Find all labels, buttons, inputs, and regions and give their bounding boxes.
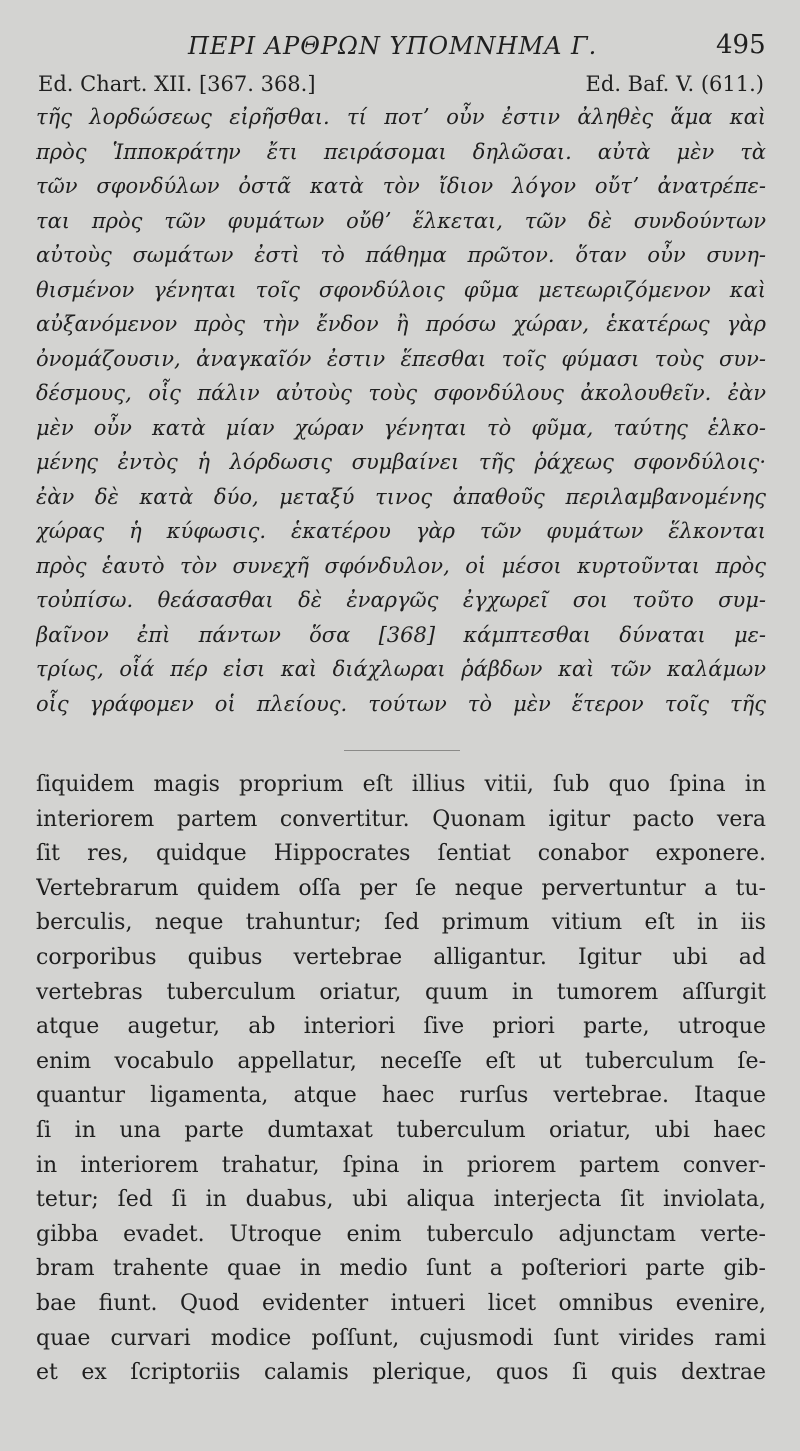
greek-text-line: θισμένον γένηται τοῖς σφονδύλοις φῦμα μετεωριζόμενον καὶ [36, 277, 766, 302]
greek-text-line: ται πρὸς τῶν φυμάτων οὔθʼ ἕλκεται, τῶν δὲ συνδούντων [36, 208, 766, 233]
latin-text-line: interiorem partem convertitur. Quonam igitur pacto vera [36, 806, 766, 832]
greek-text-line: μένης ἐντὸς ἡ λόρδωσις συμβαίνει τῆς ῥάχεως σφονδύλοις· [36, 450, 766, 474]
greek-text-line: αὐτοὺς σωμάτων ἐστὶ τὸ πάθημα πρῶτον. ὅταν οὖν συνη- [36, 243, 766, 267]
edition-reference-line [38, 72, 764, 100]
greek-text-line: τρίως, οἷά πέρ εἰσι καὶ διάχλωραι ῥάβδων καὶ τῶν καλάμων [36, 657, 766, 681]
latin-text-line: corporibus quibus vertebrae alligantur. Igitur ubi ad [36, 944, 766, 970]
greek-text-line: οἷς γράφομεν οἱ πλείους. τούτων τὸ μὲν ἕτερον τοῖς τῆς [36, 691, 766, 716]
latin-text-line: gibba evadet. Utroque enim tuberculo adjunctam verte- [36, 1221, 766, 1247]
greek-text-line: ἐὰν δὲ κατὰ δύο, μεταξύ τινος ἀπαθοῦς περιλαμβανομένης [36, 484, 766, 509]
latin-text-line: quantur ligamenta, atque haec rurſus vertebrae. Itaque [36, 1083, 766, 1109]
latin-text-line: vertebras tuberculum oriatur, quum in tumorem aſſurgit [36, 979, 766, 1005]
running-head [0, 30, 800, 66]
greek-text-line: τῆς λορδώσεως εἰρῆσθαι. τί ποτʼ οὖν ἐστιν ἀληθὲς ἅμα καὶ [36, 105, 766, 129]
latin-text-line: bram trahente quae in medio ſunt a poſteriori parte gib- [36, 1256, 766, 1282]
latin-text-line: atque augetur, ab interiori ſive priori parte, utroque [36, 1014, 766, 1040]
greek-text-line: τοὐπίσω. θεάσασθαι δὲ ἐναργῶς ἐγχωρεῖ σοι τοῦτο συμ- [36, 588, 766, 612]
latin-text-line: berculis, neque trahuntur; ſed primum vitium eſt in iis [36, 910, 766, 936]
latin-text-line: et ex ſcriptoriis calamis plerique, quos ſi quis dextrae [36, 1360, 766, 1386]
latin-text-line: quae curvari modice poſſunt, cujusmodi ſunt virides rami [36, 1325, 766, 1351]
latin-text-line: ſit res, quidque Hippocrates ſentiat conabor exponere. [36, 841, 766, 867]
greek-text-line: αὐξανόμενον πρὸς τὴν ἔνδον ἢ πρόσω χώραν, ἑκατέρως γὰρ [36, 312, 766, 336]
latin-text-line: in interiorem trahatur, ſpina in priorem partem conver- [36, 1152, 766, 1178]
greek-text-line: πρὸς ἑαυτὸ τὸν συνεχῆ σφόνδυλον, οἱ μέσοι κυρτοῦνται πρὸς [36, 553, 766, 578]
greek-text-line: τῶν σφονδύλων ὀστᾶ κατὰ τὸν ἴδιον λόγον οὔτʼ ἀνατρέπε- [36, 174, 766, 198]
latin-translation-block [36, 768, 766, 1391]
greek-text-line: χώρας ἡ κύφωσις. ἑκατέρου γὰρ τῶν φυμάτων ἕλκονται [36, 519, 766, 543]
page-number: 495 [716, 30, 766, 60]
greek-text-line: δέσμους, οἷς πάλιν αὐτοὺς τοὺς σφονδύλους ἀκολουθεῖν. ἐὰν [36, 381, 766, 405]
latin-text-line: bae fiunt. Quod evidenter intueri licet omnibus evenire, [36, 1290, 766, 1316]
latin-text-line: Vertebrarum quidem oſſa per ſe neque pervertuntur a tu- [36, 875, 766, 901]
edition-basel-reference: Ed. Baf. V. (611.) [585, 72, 764, 96]
edition-chart-reference: Ed. Chart. XII. [367. 368.] [38, 72, 316, 96]
greek-text-line: βαῖνον ἐπὶ πάντων ὅσα [368] κάμπτεσθαι δύναται με- [36, 622, 766, 647]
latin-text-line: ſiquidem magis proprium eſt illius vitii, ſub quo ſpina in [36, 772, 766, 797]
greek-text-block [36, 100, 766, 721]
greek-text-line: μὲν οὖν κατὰ μίαν χώραν γένηται τὸ φῦμα, ταύτης ἑλκο- [36, 415, 766, 440]
latin-text-line: ſi in una parte dumtaxat tuberculum oriatur, ubi haec [36, 1117, 766, 1143]
running-title: ΠΕΡΙ ΑΡΘΡΩΝ ΥΠΟΜΝΗΜΑ Γ. [188, 32, 598, 60]
greek-text-line: πρὸς Ἱπποκράτην ἔτι πειράσομαι δηλῶσαι. αὐτὰ μὲν τὰ [36, 139, 766, 164]
latin-text-line: tetur; ſed ſi in duabus, ubi aliqua interjecta ſit inviolata, [36, 1187, 766, 1213]
column-separator-rule [344, 750, 460, 751]
greek-text-line: ὀνομάζουσιν, ἀναγκαῖόν ἐστιν ἕπεσθαι τοῖς φύμασι τοὺς συν- [36, 346, 766, 371]
latin-text-line: enim vocabulo appellatur, neceſſe eſt ut tuberculum ſe- [36, 1048, 766, 1074]
